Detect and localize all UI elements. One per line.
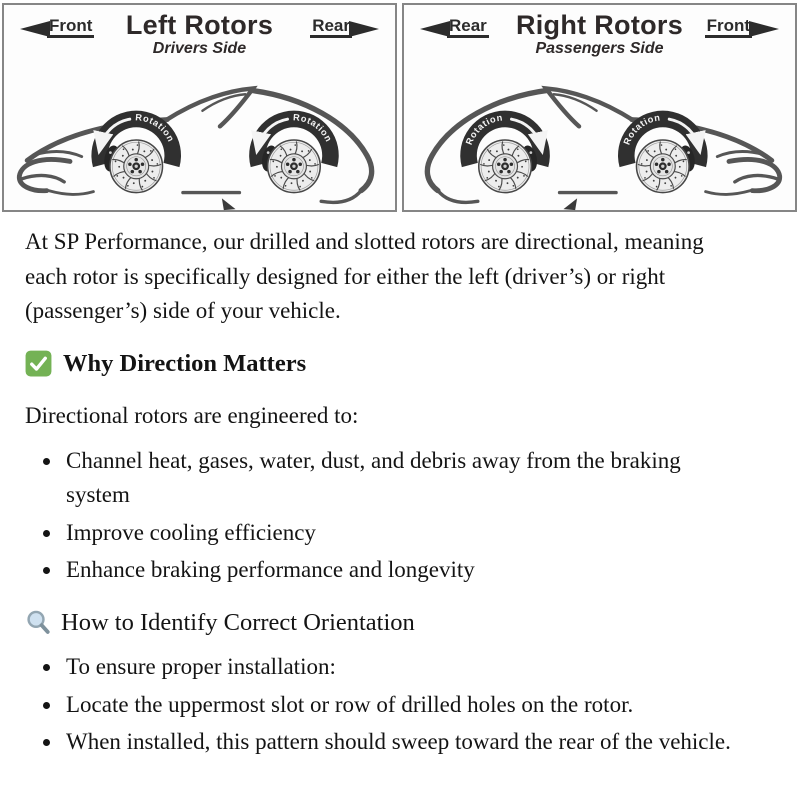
intro-paragraph: At SP Performance, our drilled and slotted rotors are directional, meaning each rotor is specifically designed for either the left (driver’s) or right (passenger’s) side of your vehicle. (25, 229, 704, 323)
rotation-label: Rotation (463, 112, 504, 147)
rotation-label: Rotation (621, 112, 662, 147)
why-direction-matters-heading (25, 349, 770, 380)
rear-direction-label (310, 17, 379, 38)
identify-orientation-heading (25, 608, 770, 639)
magnifying-glass-icon (25, 609, 52, 636)
identify-orientation-list (25, 650, 770, 760)
car-left-illustration (4, 66, 395, 214)
heading-text: Why Direction Matters (63, 349, 307, 377)
front-label: Front (47, 17, 94, 38)
right-panel-header (404, 5, 795, 66)
panel-subtitle: Passengers Side (535, 40, 664, 57)
why-direction-matters-list (25, 444, 770, 588)
check-mark-icon (25, 350, 52, 377)
right-rotors-panel (402, 3, 797, 212)
left-panel-header (4, 5, 395, 66)
list-item: • Enhance braking performance and longevity (63, 553, 731, 588)
front-direction-label (20, 17, 94, 38)
rear-label: Rear (447, 17, 489, 38)
panel-title: Right Rotors (515, 10, 684, 40)
list-item: • Improve cooling efficiency (63, 516, 731, 551)
arrow-left-icon (420, 21, 450, 37)
panel-subtitle: Drivers Side (152, 40, 247, 57)
rotation-label: Rotation (134, 112, 177, 144)
arrow-right-icon (749, 21, 779, 37)
rotation-label: Rotation (292, 112, 334, 144)
panel-title: Left Rotors (125, 10, 274, 40)
front-label: Front (705, 17, 752, 38)
heading-text: How to Identify Correct Orientation (61, 608, 415, 636)
arrow-left-icon (20, 21, 50, 37)
lead-paragraph: Directional rotors are engineered to: (25, 403, 359, 429)
list-item: • Channel heat, gases, water, dust, and debris away from the braking system (63, 444, 731, 513)
list-item: • Locate the uppermost slot or row of drilled holes on the rotor. (63, 688, 731, 723)
arrow-right-icon (349, 21, 379, 37)
left-rotors-panel (2, 3, 397, 212)
rotor-direction-diagram (0, 0, 800, 212)
car-right-illustration (404, 66, 795, 214)
front-direction-label (705, 17, 779, 38)
list-item: • To ensure proper installation: (63, 650, 731, 685)
article-body (0, 212, 800, 760)
rear-direction-label (420, 17, 489, 38)
rear-label: Rear (310, 17, 352, 38)
list-item: • When installed, this pattern should sweep toward the rear of the vehicle. (63, 725, 731, 760)
